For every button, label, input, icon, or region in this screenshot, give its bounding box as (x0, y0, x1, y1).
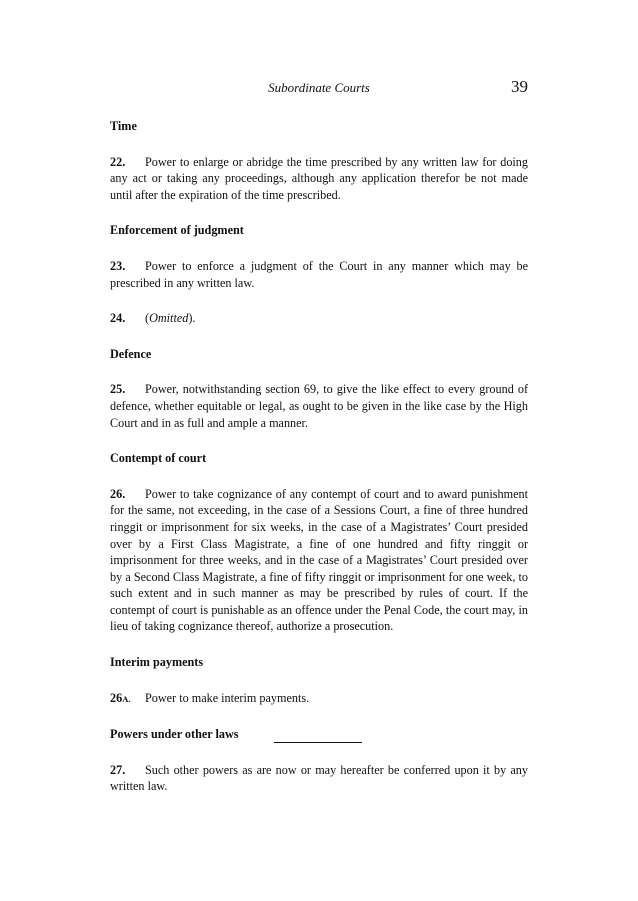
section-heading-defence: Defence (110, 346, 152, 361)
section-number-main: 26 (110, 690, 123, 705)
section-23 (110, 258, 528, 291)
section-number: 26. (110, 486, 126, 501)
section-number-suffix: A. (122, 693, 131, 704)
page-header (110, 78, 528, 98)
section-text: Power to enlarge or abridge the time prescribed by any written law for doing any act or taking any proceedings, although any application therefor be not made until after the expiration of the time prescribed. (110, 154, 528, 202)
section-heading-other-powers: Powers under other laws (110, 727, 239, 742)
omitted-text: Omitted (149, 311, 189, 326)
section-heading-interim: Interim payments (110, 655, 204, 670)
section-number: 25. (110, 382, 126, 397)
end-rule (274, 742, 362, 743)
section-26a (110, 690, 528, 708)
page-body (110, 118, 528, 814)
section-number: 23. (110, 258, 126, 273)
page-number: 39 (511, 77, 528, 96)
omitted-open: ( (145, 311, 150, 326)
section-heading-time: Time (110, 119, 137, 133)
section-number: 22. (110, 154, 126, 169)
section-22 (110, 154, 528, 204)
section-25 (110, 381, 528, 431)
section-text: Such other powers as are now or may hereafter be conferred upon it by any written law. (110, 762, 528, 794)
section-number: 24. (110, 311, 126, 326)
section-number: 27. (110, 762, 126, 777)
section-26 (110, 486, 528, 635)
section-text: Power to enforce a judgment of the Court in any manner which may be prescribed in any written law. (110, 258, 528, 290)
section-text: Power to make interim payments. (145, 690, 310, 705)
section-24 (110, 310, 528, 327)
section-27 (110, 762, 528, 795)
section-text: Power to take cognizance of any contempt of court and to award punishment for the same, not exceeding, in the case of a Sessions Court, a fine of three hundred ringgit or imprisonment for six weeks, in the case of a Magistrates’ Court presided over by a First Class Magistrate, a fine of one hundred and fifty ringgit or imprisonment for three weeks, and in the case of a Magistrates’ Court presided over by a Second Class Magistrate, a fine of fifty ringgit or imprisonment for one week, to such extent and in such manner as may be prescribed by rules of court. If the contempt of court is punishable as an offence under the Penal Code, the court may, in lieu of taking cognizance thereof, authorize a prosecution. (110, 486, 528, 634)
running-title: Subordinate Courts (268, 80, 370, 95)
omitted-close: ). (188, 311, 196, 326)
section-heading-contempt: Contempt of court (110, 451, 207, 466)
section-heading-enforcement: Enforcement of judgment (110, 223, 244, 238)
section-number (110, 690, 145, 708)
section-text: Power, notwithstanding section 69, to give the like effect to every ground of defence, whether equitable or legal, as ought to be given in the like case by the High Court and in as full and ample a manner. (110, 382, 528, 430)
